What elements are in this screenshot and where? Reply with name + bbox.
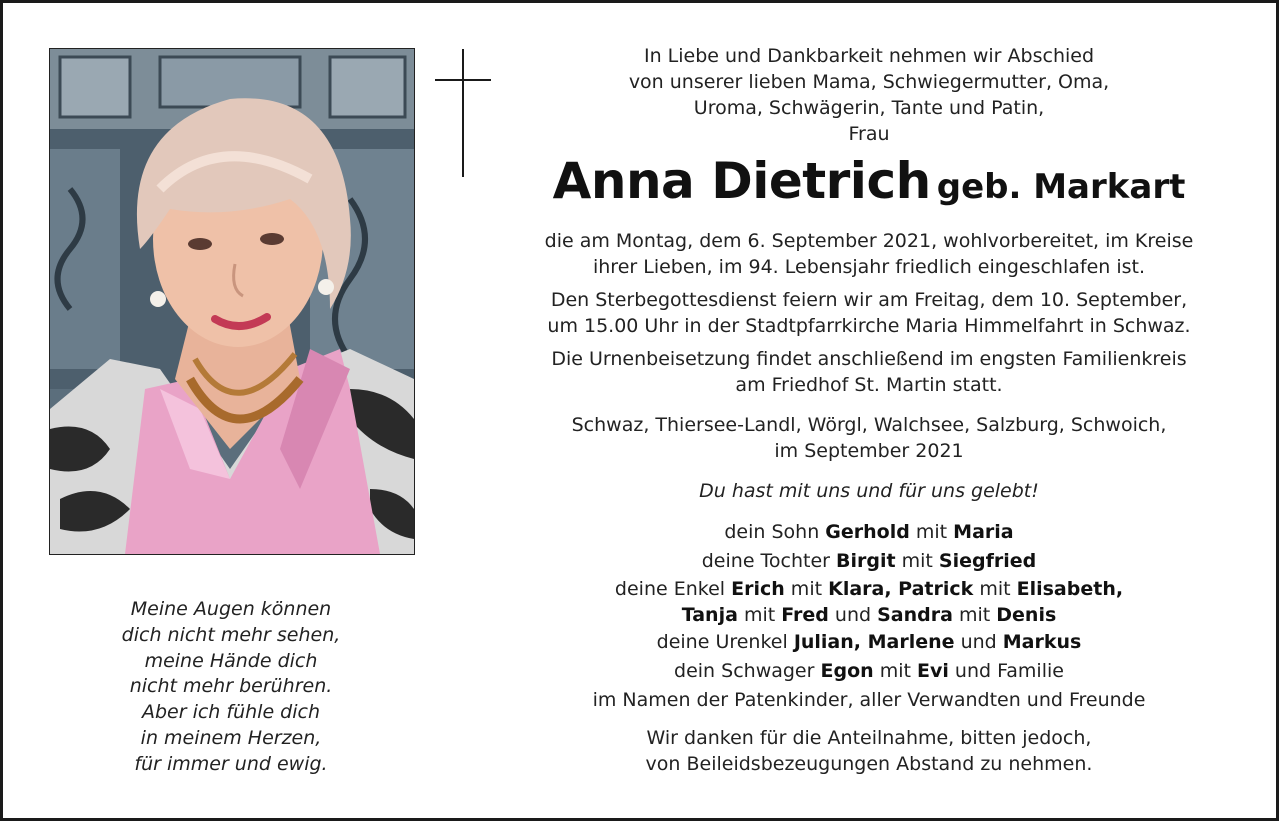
- death-info: [497, 228, 1241, 280]
- motto: Du hast mit uns und für uns gelebt!: [699, 480, 1039, 502]
- cross-icon: [435, 49, 491, 177]
- closing: [497, 725, 1241, 777]
- mourner-grandchildren: deine Enkel Erich mit Klara, Patrick mit Elisabeth, Tanja mit Fred und Sandra mit Denis: [614, 578, 1124, 626]
- intro: [497, 43, 1241, 147]
- poem: [63, 597, 399, 778]
- closing-line: von Beileidsbezeugungen Abstand zu nehmen.: [645, 753, 1093, 775]
- burial-line: am Friedhof St. Martin statt.: [735, 374, 1003, 396]
- burial-info: [497, 346, 1241, 398]
- poem-line: Aber ich fühle dich: [141, 701, 320, 724]
- service-line: um 15.00 Uhr in der Stadtpfarrkirche Maria Himmelfahrt in Schwaz.: [547, 315, 1191, 337]
- intro-line: Uroma, Schwägerin, Tante und Patin,: [693, 97, 1045, 119]
- mourner-great-grandchildren: deine Urenkel Julian, Marlene und Markus: [656, 631, 1082, 653]
- death-line: ihrer Lieben, im 94. Lebensjahr friedlich eingeschlafen ist.: [592, 256, 1146, 278]
- mourner-brother-in-law: dein Schwager Egon mit Evi und Familie: [674, 660, 1064, 682]
- notice-text: [497, 43, 1241, 777]
- mourner-daughter: deine Tochter Birgit mit Siegfried: [701, 550, 1037, 572]
- poem-line: in meinem Herzen,: [140, 726, 322, 749]
- closing-line: Wir danken für die Anteilnahme, bitten jedoch,: [646, 727, 1092, 749]
- service-line: Den Sterbegottesdienst feiern wir am Freitag, dem 10. September,: [550, 289, 1188, 311]
- mourners-list: [497, 518, 1241, 715]
- place-line: Schwaz, Thiersee-Landl, Wörgl, Walchsee, Salzburg, Schwoich,: [571, 414, 1167, 436]
- place-line: im September 2021: [774, 440, 964, 462]
- burial-line: Die Urnenbeisetzung findet anschließend im engsten Familienkreis: [551, 348, 1187, 370]
- mourner-son: dein Sohn Gerhold mit Maria: [724, 521, 1014, 543]
- service-info: [497, 287, 1241, 339]
- mourner-others: im Namen der Patenkinder, aller Verwandten und Freunde: [592, 689, 1146, 711]
- poem-line: dich nicht mehr sehen,: [121, 623, 341, 646]
- intro-line: Frau: [848, 123, 890, 145]
- poem-line: Meine Augen können: [130, 598, 332, 620]
- place-date: [497, 412, 1241, 464]
- birth-name: geb. Markart: [936, 167, 1186, 207]
- full-name: Anna Dietrich: [552, 152, 931, 210]
- intro-line: von unserer lieben Mama, Schwiegermutter, Oma,: [628, 71, 1110, 93]
- poem-line: meine Hände dich: [144, 649, 318, 672]
- intro-line: In Liebe und Dankbarkeit nehmen wir Abschied: [643, 45, 1095, 67]
- deceased-name: [497, 151, 1241, 222]
- death-line: die am Montag, dem 6. September 2021, wohlvorbereitet, im Kreise: [544, 230, 1194, 252]
- poem-line: nicht mehr berühren.: [129, 675, 333, 698]
- portrait-photo: [49, 48, 415, 555]
- poem-line: für immer und ewig.: [134, 752, 328, 775]
